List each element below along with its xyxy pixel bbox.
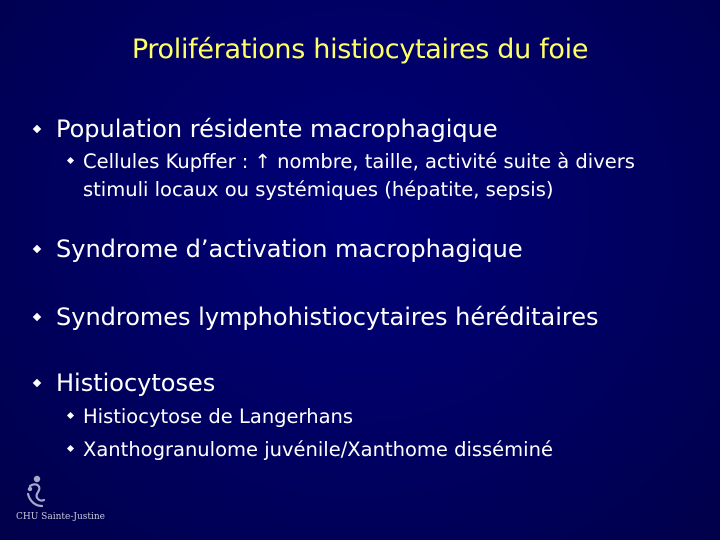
bullet-population-residente: [30, 114, 498, 144]
bullet-text: Population résidente macrophagique: [56, 115, 498, 143]
bullet-text: Syndrome d’activation macrophagique: [56, 235, 523, 263]
sub-bullet-text: Xanthogranulome juvénile/Xanthome disséminé: [83, 438, 553, 461]
sub-bullet-text: Cellules Kupffer : ↑ nombre, taille, activité suite à divers stimuli locaux ou systémiques (hépatite, sepsis): [83, 150, 635, 201]
bullet-text: Syndromes lymphohistiocytaires héréditaires: [56, 303, 599, 331]
logo-text: CHU Sainte-Justine: [16, 512, 106, 522]
diamond-bullet-icon: [33, 313, 41, 321]
bullet-text: Histiocytoses: [56, 369, 216, 397]
diamond-bullet-icon: [33, 379, 41, 387]
bullet-syndromes-lymphohistiocytaires: [30, 302, 599, 332]
slide-title: Proliférations histiocytaires du foie: [131, 34, 589, 65]
sub-bullet-text: Histiocytose de Langerhans: [83, 405, 354, 428]
diamond-bullet-icon: [67, 157, 74, 164]
diamond-bullet-icon: [33, 245, 41, 253]
chu-logo: [16, 472, 116, 528]
sub-bullet-xanthogranulome: [66, 436, 553, 464]
chu-logo-icon: [16, 472, 56, 512]
bullet-histiocytoses: [30, 368, 215, 398]
sub-bullet-langerhans: [66, 403, 353, 431]
bullet-syndrome-activation: [30, 234, 523, 264]
diamond-bullet-icon: [33, 125, 41, 133]
sub-bullet-kupffer: [66, 148, 706, 204]
diamond-bullet-icon: [67, 412, 74, 419]
diamond-bullet-icon: [67, 445, 74, 452]
